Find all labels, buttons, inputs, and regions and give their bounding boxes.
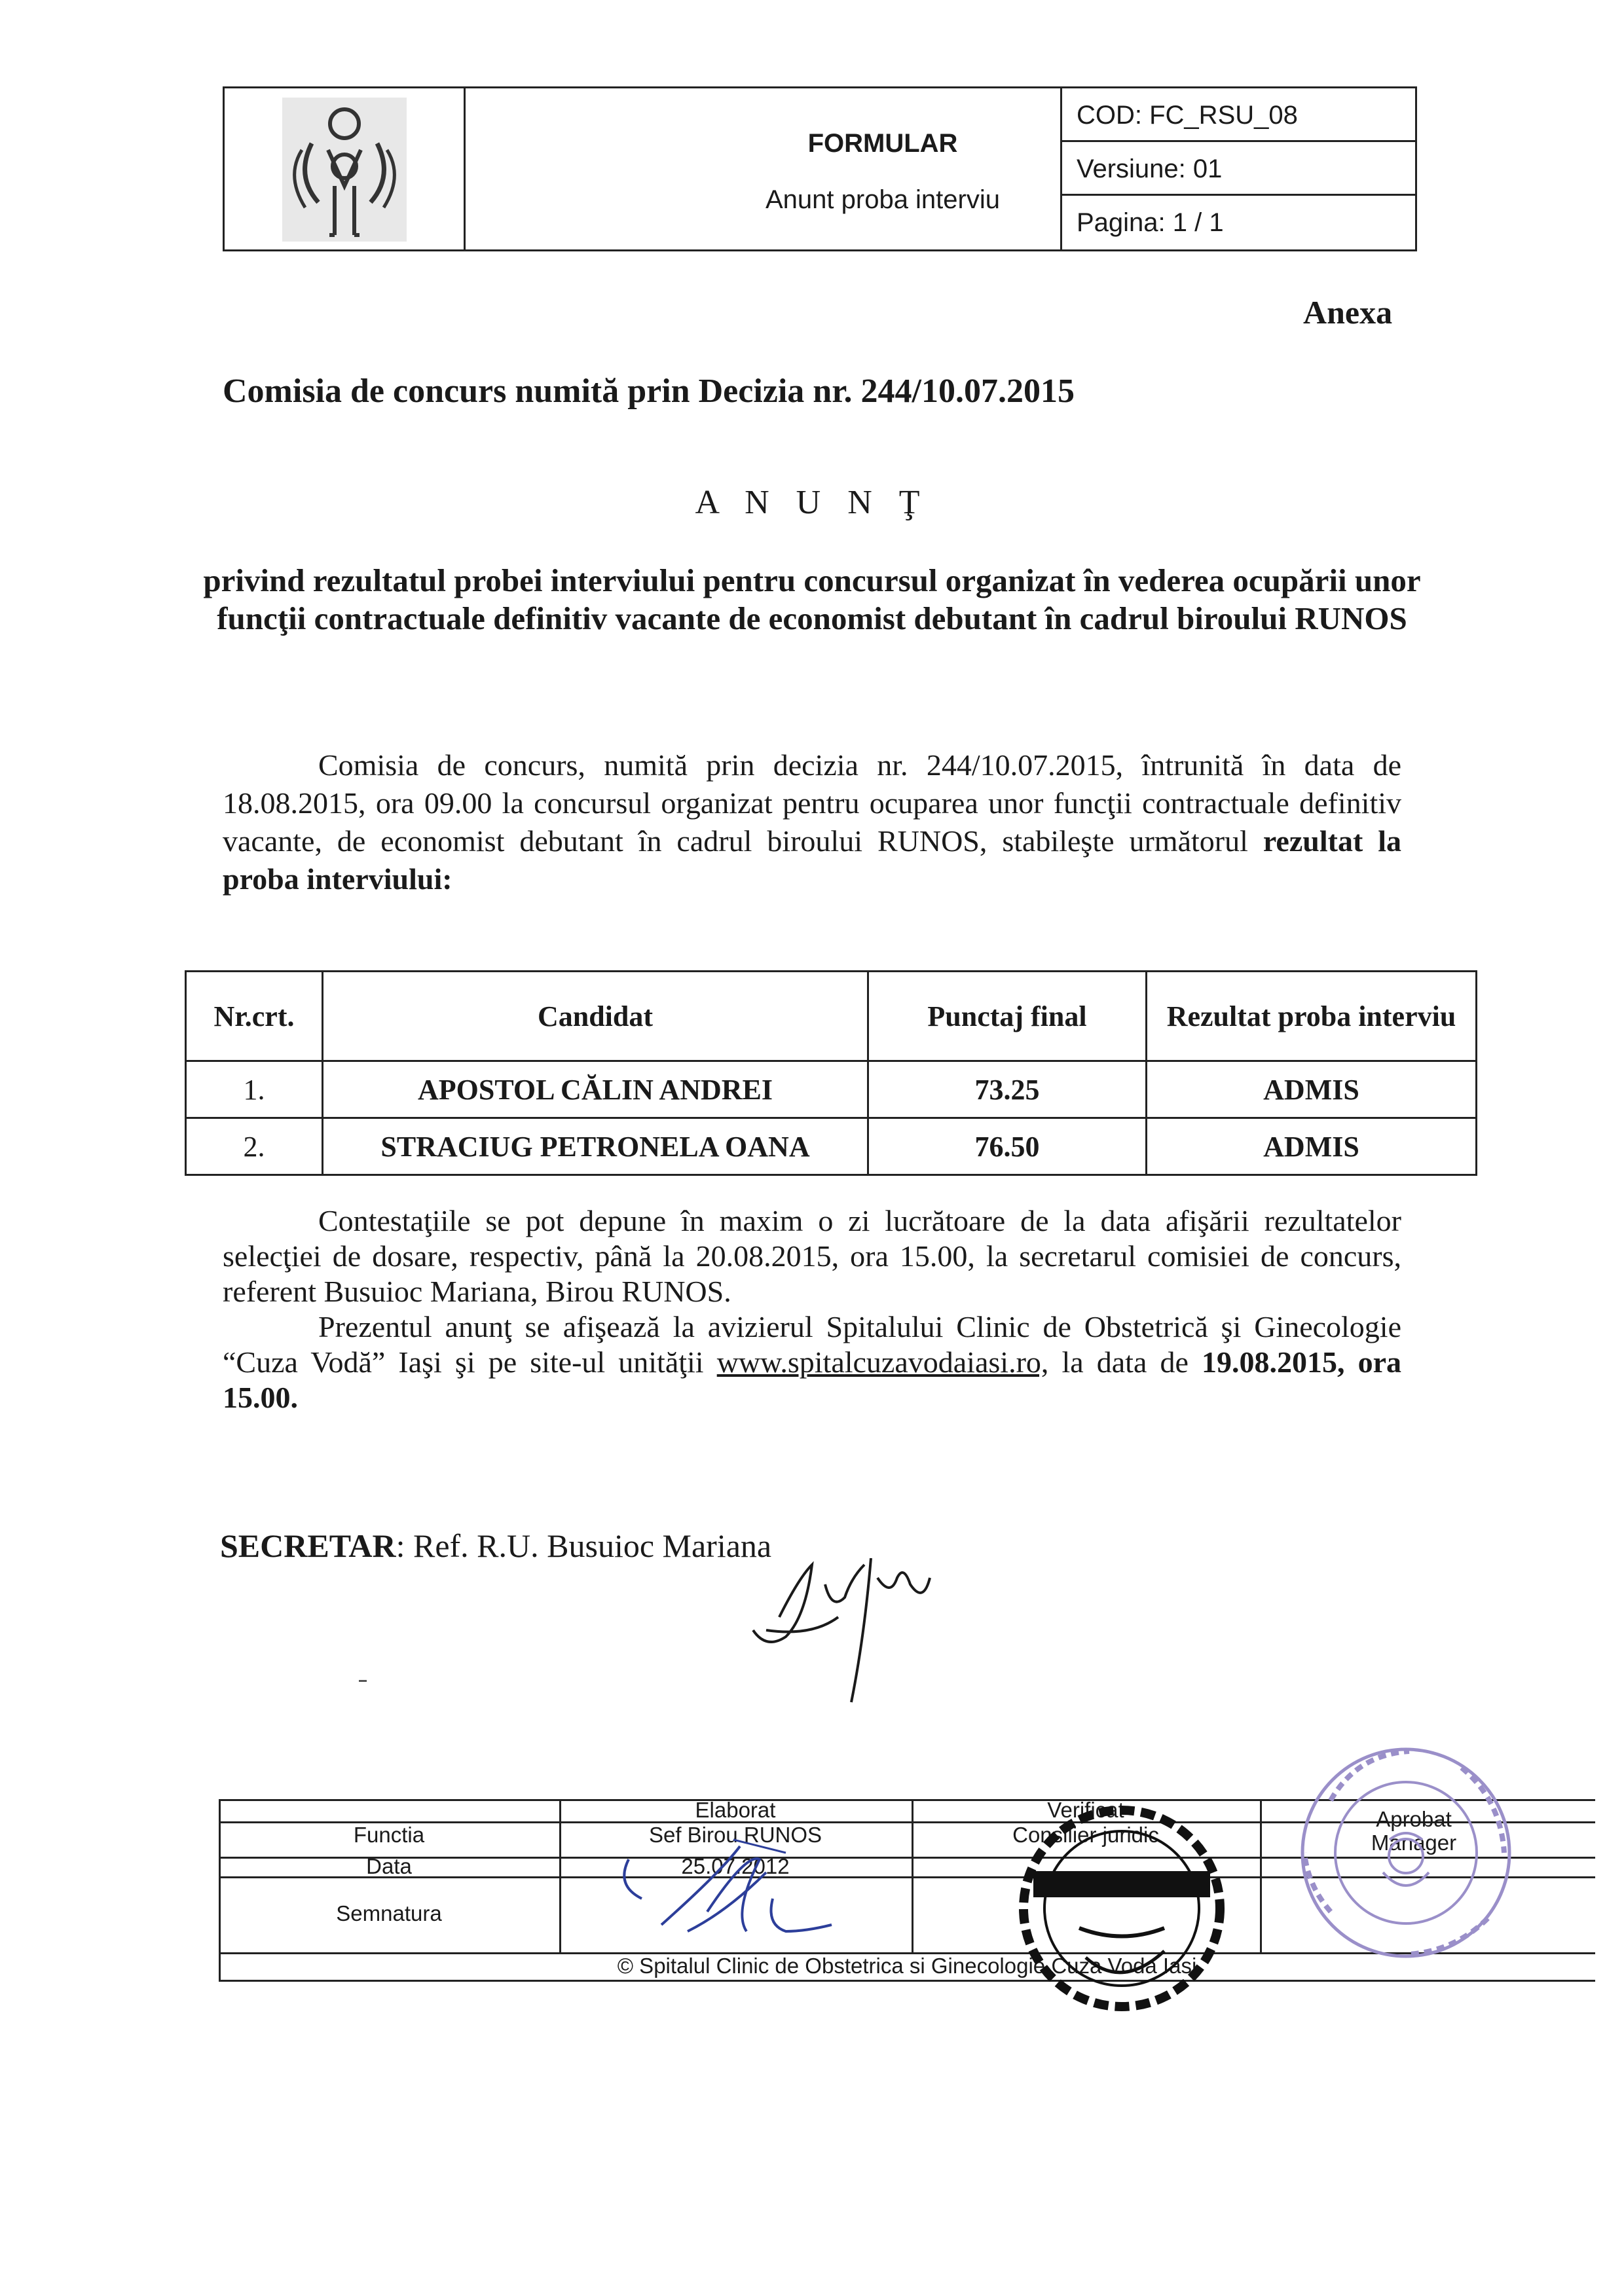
elaborat-functia: Sef Birou RUNOS [648, 1823, 822, 1847]
intro-paragraph [223, 746, 1401, 898]
form-header [223, 86, 1417, 251]
col-elaborat: Elaborat [695, 1798, 776, 1822]
hospital-logo [225, 88, 466, 249]
header-rezultat: Rezultat proba interviu [1147, 972, 1477, 1061]
interview-result: ADMIS [1147, 1118, 1477, 1175]
form-code: COD: FC_RSU_08 [1062, 88, 1416, 142]
publication-date: 19.08.2015, ora 15.00. [223, 1345, 1401, 1414]
elaborat-signature [616, 1833, 864, 1971]
commission-heading: Comisia de concurs numită prin Decizia nr. 244/10.07.2015 [223, 373, 1075, 410]
candidate-name: STRACIUG PETRONELA OANA [323, 1118, 868, 1175]
publication-text-2: la data de [1048, 1345, 1202, 1379]
publication-paragraph [223, 1309, 1401, 1415]
header-candidat: Candidat [323, 972, 868, 1061]
copyright-line: © Spitalul Clinic de Obstetrica si Ginecologie Cuza Voda Iasi [617, 1954, 1197, 1978]
final-score: 73.25 [868, 1061, 1147, 1118]
appeals-paragraph: Contestaţiile se pot depune în maxim o zi lucrătoare de la data afişării rezultatelor selecţiei de dosare, respectiv, până la 20.08.2015, ora 15.00, la secretarul comisiei de concurs, referent Busuioc Mariana, Birou RUNOS. [223, 1204, 1401, 1308]
form-page: Pagina: 1 / 1 [1077, 208, 1224, 237]
secretary-line [220, 1527, 771, 1565]
notice-paragraphs [223, 1203, 1401, 1415]
intro-bold-text: rezultat la proba interviului: [223, 824, 1402, 896]
row-data: Data [366, 1854, 412, 1878]
table-row [186, 1118, 1477, 1175]
table-row [186, 1061, 1477, 1118]
elaborat-data: 25.07.2012 [681, 1854, 790, 1878]
row-number: 2. [186, 1118, 323, 1175]
col-verificat: Verificat [1047, 1798, 1124, 1822]
intro-text: Comisia de concurs, numită prin decizia nr. 244/10.07.2015, întrunită în data de 18.08.2015, ora 09.00 la concursul organizat pentru ocuparea unor funcţii contractuale definitiv vacante, de economist debutant în cadrul biroului RUNOS, stabileşte următorul [223, 748, 1401, 858]
results-table [185, 970, 1477, 1176]
mother-child-logo-icon [282, 98, 407, 242]
verificat-functia: Consilier juridic [1012, 1823, 1159, 1847]
col-aprobat: Aprobat [1376, 1807, 1452, 1831]
anexa-label: Anexa [1303, 294, 1393, 331]
ink-mark [359, 1680, 367, 1682]
header-nr: Nr.crt. [186, 972, 323, 1061]
publication-text: Prezentul anunţ se afişează la avizierul Spitalului Clinic de Obstetrică şi Ginecologie “Cuza Vodă” Iaşi şi pe site-ul unităţii [223, 1310, 1401, 1379]
aprobat-functia: Manager [1371, 1831, 1457, 1855]
form-version: Versiune: 01 [1062, 142, 1416, 196]
secretary-label: SECRETAR [220, 1527, 396, 1564]
row-semnatura: Semnatura [336, 1901, 442, 1925]
secretary-name: : Ref. R.U. Busuioc Mariana [396, 1527, 772, 1564]
form-title: FORMULAR [807, 129, 958, 158]
header-punctaj: Punctaj final [868, 972, 1147, 1061]
hospital-stamp [1291, 1741, 1521, 1964]
legal-stamp [1007, 1794, 1236, 2023]
candidate-name: APOSTOL CĂLIN ANDREI [323, 1061, 868, 1118]
document-subtitle: privind rezultatul probei interviului pentru concursul organizat în vederea ocupării unor funcţii contractuale definitiv vacante de economist debutant în cadrul biroului RUNOS [203, 562, 1421, 636]
results-header-row [186, 972, 1477, 1061]
row-functia: Functia [353, 1823, 425, 1847]
row-number: 1. [186, 1061, 323, 1118]
final-score: 76.50 [868, 1118, 1147, 1175]
form-subtitle: Anunt proba interviu [765, 185, 1000, 214]
secretary-signature [740, 1539, 950, 1709]
website-link[interactable]: www.spitalcuzavodaiasi.ro, [716, 1345, 1049, 1379]
interview-result: ADMIS [1147, 1061, 1477, 1118]
document-title: A N U N Ţ [695, 484, 929, 521]
